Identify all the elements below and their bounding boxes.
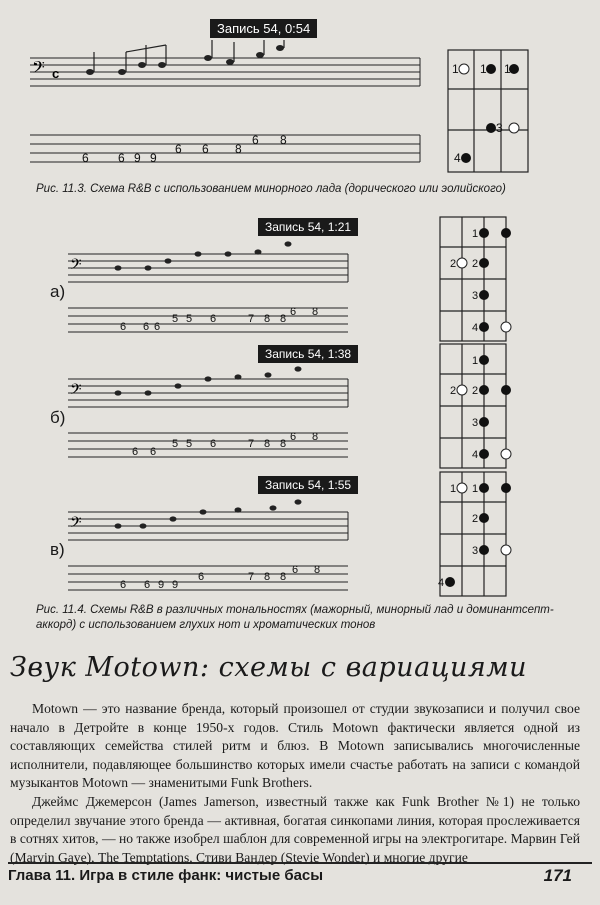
svg-text:3: 3 [472,290,479,302]
section-heading: Звук Motown: схемы с вариациями [10,652,528,683]
svg-text:2: 2 [472,513,479,525]
tab-number: 8 [235,142,242,156]
tab-number: 6 [198,571,205,583]
tab-number: 6 [290,306,297,318]
figure-caption: Рис. 11.3. Схема R&B с использованием минорного лада (дорического или эолийского) [36,183,506,195]
tab-number: 7 [248,571,255,583]
tab-number: 6 [252,133,259,147]
svg-text:2: 2 [472,385,479,397]
tab-number: 8 [264,571,271,583]
notation-staff [68,365,353,465]
svg-text:1: 1 [472,355,479,367]
tab-number: 8 [264,438,271,450]
chapter-title: Глава 11. Игра в стиле фанк: чистые басы [8,867,324,884]
tab-number: 9 [150,151,157,165]
tab-number: 6 [210,438,217,450]
tab-number: 8 [280,313,287,325]
tab-number: 8 [280,438,287,450]
tab-number: 6 [292,564,299,576]
tab-number: 8 [312,306,319,318]
fretboard-diagram [438,215,513,345]
svg-text:𝄢: 𝄢 [70,381,82,401]
tab-number: 8 [264,313,271,325]
tab-number: 5 [172,313,179,325]
tab-number: 5 [186,313,193,325]
tab-number: 9 [158,579,165,591]
svg-text:c: c [52,66,60,81]
recording-tag: Запись 54, 1:21 [258,218,358,236]
svg-text:𝄢: 𝄢 [70,514,82,534]
tab-number: 5 [186,438,193,450]
tab-number: 6 [82,151,89,165]
svg-text:1: 1 [450,483,457,495]
row-label: б) [50,408,66,427]
svg-text:1: 1 [472,228,479,240]
tab-number: 7 [248,313,255,325]
figure-caption: Рис. 11.4. Схемы R&B в различных тональностях (мажорный, минорный лад и доминантсепт-аккорд) с использованием глухих нот и хроматических тонов [36,604,554,631]
tab-number: 6 [175,142,182,156]
fretboard-diagram [438,470,513,600]
notation-staff [30,40,430,170]
tab-number: 6 [150,446,157,458]
paragraph: Джеймс Джемерсон (James Jamerson, известный также как Funk Brother №1) не только определил звучание этого бренда — активная, богатая синкопами линия, которая прослеживается в сотнях хитов, — но также изобрел шаблон для современной игры на электрогитаре. Марвин Гей (Marvin Gaye), The Temptations, Стиви Вандер (Stevie Wonder) и многие другие [10,793,580,865]
tab-number: 8 [312,431,319,443]
tab-number: 6 [154,321,161,333]
tab-number: 6 [120,579,127,591]
row-label: а) [50,282,66,301]
tab-number: 6 [144,579,151,591]
tab-number: 6 [120,321,127,333]
page-number: 171 [543,866,572,885]
svg-text:1: 1 [452,62,459,76]
svg-text:1: 1 [472,483,479,495]
recording-tag: Запись 54, 0:54 [210,19,317,38]
svg-text:4: 4 [472,449,479,461]
svg-text:2: 2 [472,258,479,270]
tab-number: 9 [134,151,141,165]
svg-text:3: 3 [472,545,479,557]
svg-text:𝄢: 𝄢 [32,59,45,81]
svg-text:2: 2 [450,385,457,397]
svg-text:1: 1 [504,62,511,76]
tab-number: 6 [202,142,209,156]
tab-number: 8 [280,133,287,147]
tab-number: 9 [172,579,179,591]
svg-text:2: 2 [450,258,457,270]
svg-text:3: 3 [472,417,479,429]
fretboard-diagram [438,342,513,472]
fretboard-diagram [446,48,536,178]
row-label: в) [50,540,65,559]
tab-number: 6 [210,313,217,325]
tab-number: 6 [132,446,139,458]
tab-number: 7 [248,438,255,450]
notation-staff [68,240,353,340]
recording-tag: Запись 54, 1:38 [258,345,358,363]
svg-text:1: 1 [480,62,487,76]
recording-tag: Запись 54, 1:55 [258,476,358,494]
svg-text:3: 3 [496,121,503,135]
tab-number: 6 [290,431,297,443]
paragraph: Motown — это название бренда, который произошел от студии звукозаписи и получил свое начало в Детройте в конце 1950-х годов. Стиль Motown фактически является одной из составляющих семейства стилей ритм и блюз. В Motown записывались многочисленные исполнители, подавляющее большинство которых имели счастье работать на записи с командой музыкантов Motown — знаменитыми Funk Brothers. [10,701,580,791]
tab-number: 6 [118,151,125,165]
svg-text:4: 4 [454,151,461,165]
tab-number: 5 [172,438,179,450]
footer-divider [8,862,592,864]
svg-text:4: 4 [472,322,479,334]
notation-staff [68,498,353,598]
svg-text:4: 4 [438,577,445,589]
tab-number: 6 [143,321,150,333]
svg-text:𝄢: 𝄢 [70,256,82,276]
body-text [10,700,580,867]
tab-number: 8 [314,564,321,576]
tab-number: 8 [280,571,287,583]
